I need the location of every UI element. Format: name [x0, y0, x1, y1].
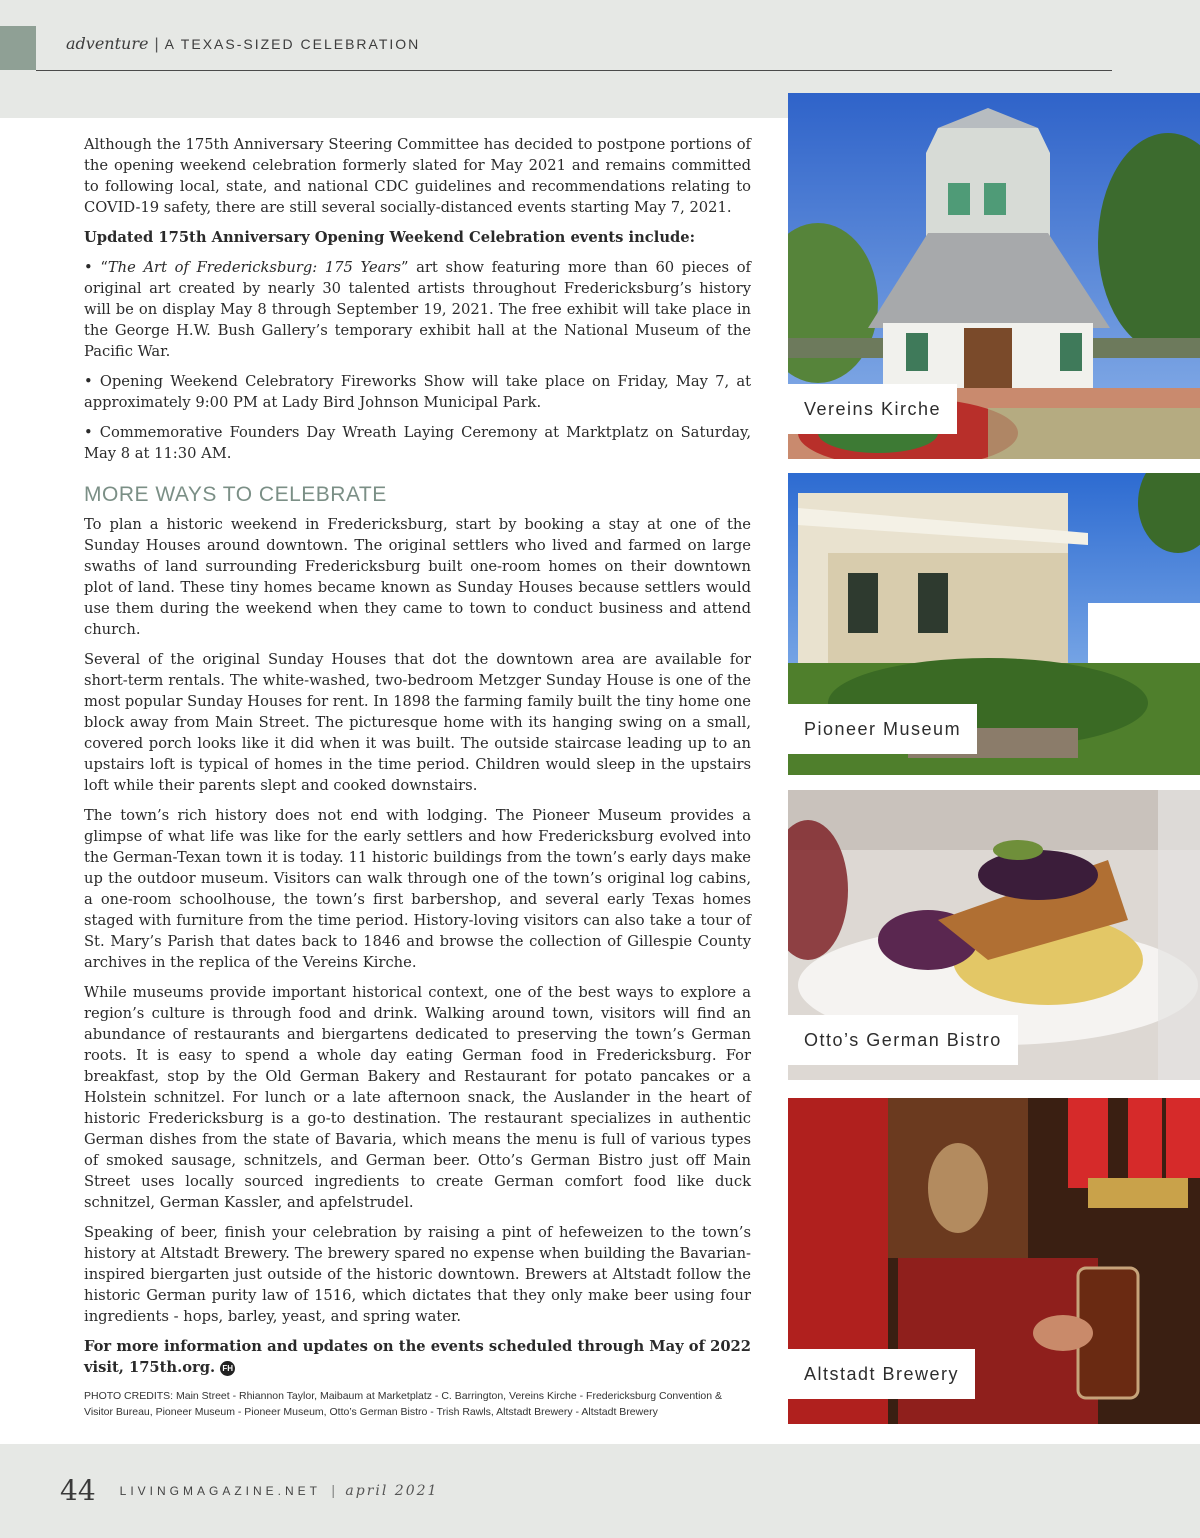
- photo-caption: Vereins Kirche: [788, 384, 957, 434]
- events-heading: Updated 175th Anniversary Opening Weekend Celebration events include:: [84, 229, 696, 246]
- body-paragraph: The town’s rich history does not end with lodging. The Pioneer Museum provides a glimpse of what life was like for the early settlers and how Fredericksburg evolved into the German-Texan town it is today. 11 historic buildings from the town’s early days make up the outdoor museum. Visitors can walk through one of the town’s original log cabins, a one-room schoolhouse, the town’s first barbershop, and several early Texas homes staged with furniture from the time period. History-loving visitors can also take a tour of St. Mary’s Parish that dates back to 1846 and browse the collection of Gillespie County archives in the replica of the Vereins Kirche.: [84, 807, 751, 971]
- site-url: LIVINGMAGAZINE.NET: [119, 1484, 321, 1498]
- section-name: adventure: [66, 34, 149, 53]
- photo-altstadt-brewery: [788, 1098, 1200, 1424]
- intro-paragraph: Although the 175th Anniversary Steering Committee has decided to postpone portions of the opening weekend celebration formerly slated for May 2021 and remains committed to following local, state, and national CDC guidelines and recommendations relating to COVID-19 safety, there are still several socially-distanced events starting May 7, 2021.: [84, 136, 751, 216]
- photo-pioneer-museum: [788, 473, 1200, 775]
- photo-ottos-german-bistro: [788, 790, 1200, 1080]
- running-header: [66, 34, 420, 54]
- section-subheading: MORE WAYS TO CELEBRATE: [84, 483, 387, 506]
- footer-separator: |: [331, 1484, 336, 1499]
- photo-vereins-kirche: [788, 93, 1200, 459]
- event-item-fireworks: • Opening Weekend Celebratory Fireworks Show will take place on Friday, May 7, at approximately 9:00 PM at Lady Bird Johnson Municipal Park.: [84, 373, 751, 411]
- body-paragraph: Speaking of beer, finish your celebration by raising a pint of hefeweizen to the town’s history at Altstadt Brewery. The brewery spared no expense when building the Bavarian-inspired biergarten just outside of the historic downtown. Brewers at Altstadt follow the historic German purity law of 1516, which dictates that they only make beer using four ingredients - hops, barley, yeast, and spring water.: [84, 1224, 751, 1325]
- section-tab: [0, 26, 36, 70]
- event-art-description: ” art show featuring more than 60 pieces of original art created by nearly 30 talented artists throughout Fredericksburg’s history will be on display May 8 through September 19, 2021. The free exhibit will take place in the George H.W. Bush Gallery’s temporary exhibit hall at the National Museum of the Pacific War.: [84, 259, 751, 360]
- event-bullet: • “: [84, 259, 108, 276]
- header-divider: [36, 70, 1112, 71]
- photo-caption: Otto’s German Bistro: [788, 1015, 1018, 1065]
- issue-date: april 2021: [345, 1483, 439, 1499]
- end-mark-icon: FH: [220, 1361, 235, 1376]
- closing-note: [84, 1336, 751, 1378]
- photo-caption: Pioneer Museum: [788, 704, 977, 754]
- event-item-wreath-ceremony: • Commemorative Founders Day Wreath Laying Ceremony at Marktplatz on Saturday, May 8 at 11:30 AM.: [84, 424, 751, 462]
- photo-credits: PHOTO CREDITS: Main Street - Rhiannon Taylor, Maibaum at Marketplatz - C. Barrington, Vereins Kirche - Fredericksburg Convention & Visitor Bureau, Pioneer Museum - Pioneer Museum, Otto’s German Bistro - Trish Rawls, Altstadt Brewery - Altstadt Brewery: [84, 1390, 723, 1418]
- article-body: [84, 134, 751, 1420]
- photo-caption: Altstadt Brewery: [788, 1349, 975, 1399]
- body-paragraph: Several of the original Sunday Houses that dot the downtown area are available for short-term rentals. The white-washed, two-bedroom Metzger Sunday House is one of the most popular Sunday Houses for rent. In 1898 the farming family built the tiny home one block away from Main Street. The picturesque home with its hanging swing on a small, covered porch looks like it did when it was built. The outside staircase leading up to an upstairs loft is typical of homes in the time period. Children would sleep in the upstairs loft while their parents slept and cooked downstairs.: [84, 651, 751, 794]
- closing-text: For more information and updates on the events scheduled through May of 2022 visit, 175th.org.: [84, 1338, 751, 1376]
- body-paragraph: To plan a historic weekend in Fredericksburg, start by booking a stay at one of the Sunday Houses around downtown. The original settlers who lived and farmed on large swaths of land surrounding Fredericksburg built one-room homes on their downtown plot of land. These tiny homes became known as Sunday Houses because settlers would use them during the weekend when they came to town to conduct business and attend church.: [84, 516, 751, 638]
- event-item-art-show: [84, 257, 751, 362]
- page-footer: [60, 1474, 438, 1507]
- event-art-title: The Art of Fredericksburg: 175 Years: [107, 259, 401, 276]
- body-paragraph: While museums provide important historical context, one of the best ways to explore a region’s culture is through food and drink. Walking around town, visitors will find an abundance of restaurants and biergartens dedicated to preserving the town’s German roots. It is easy to spend a whole day eating German food in Fredericksburg. For breakfast, stop by the Old German Bakery and Restaurant for potato pancakes or a Holstein schnitzel. For lunch or a late afternoon snack, the Auslander in the heart of historic Fredericksburg is a go-to destination. The restaurant specializes in authentic German dishes from the state of Bavaria, which means the menu is full of various types of smoked sausage, schnitzels, and German beer. Otto’s German Bistro just off Main Street uses locally sourced ingredients to create German comfort food like duck schnitzel, German Kassler, and apfelstrudel.: [84, 984, 751, 1211]
- article-title: A TEXAS-SIZED CELEBRATION: [164, 36, 421, 52]
- header-separator: |: [154, 36, 159, 53]
- page-number: 44: [60, 1474, 96, 1507]
